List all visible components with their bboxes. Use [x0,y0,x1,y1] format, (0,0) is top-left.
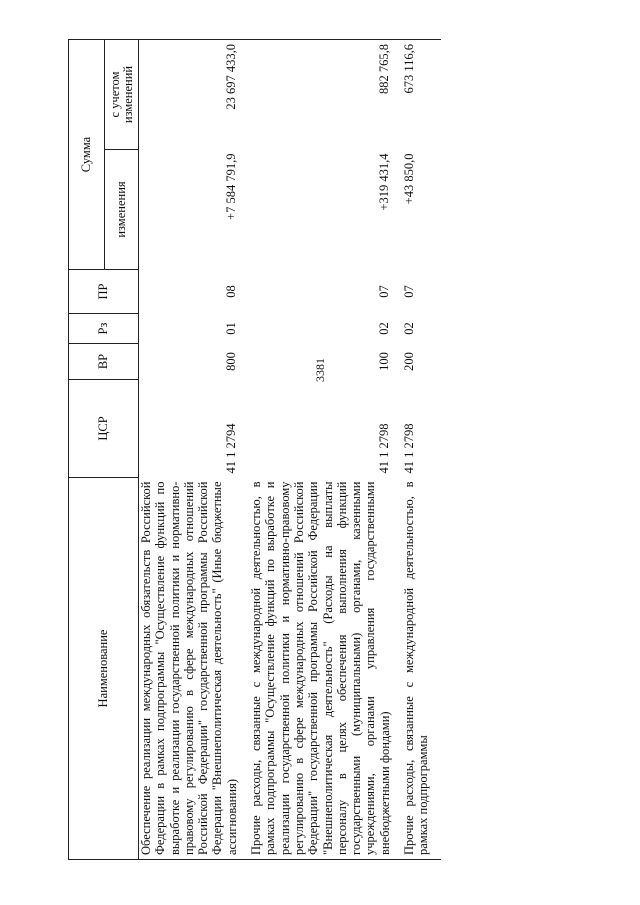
row-pr: 07 [377,285,392,298]
row-vr: 800 [224,352,239,371]
budget-table [68,39,441,860]
row-total: 673 116,6 [402,40,441,150]
table-row [249,40,402,860]
row-name: Прочие расходы, связанные с международной деятельностью, в рамках подпрограммы [402,478,441,860]
header-changes: изменения [105,150,139,270]
row-csr: 41 1 2798 [402,423,417,474]
row-pr: 08 [224,285,239,298]
header-name: Наименование [69,478,139,860]
row-vr: 200 [402,352,417,371]
row-rz: 01 [224,322,239,335]
row-total: 882 765,8 [249,40,402,150]
row-name: Прочие расходы, связанные с международной деятельностью, в рамках подпрограммы "Осуществление функций по выработке и реализации государственной политики и нормативно-правовому регулированию в сфере международных отношений Российской Федерации" государственной программы Российской Федерации "Внешнеполитическая деятельность" (Расходы на выплаты персоналу в целях обеспечения выполнения функций государственными (муниципальными) органами, казенными учреждениями, органами управления государственными внебюджетными фондами) [249,478,402,860]
row-name: Обеспечение реализации международных обязательств Российской Федерации в рамках подпрограммы "Осуществление функций по выработке и реализации государственной политики и нормативно-правовому регулированию в сфере международных отношений Российской Федерации" государственной программы Российской Федерации "Внешнеполитическая деятельность" (Иные бюджетные ассигнования) [139,478,250,860]
rotated-page [68,40,584,860]
row-rz: 02 [377,322,392,335]
row-csr: 41 1 2794 [224,423,239,474]
row-pr: 07 [402,285,417,298]
table-row [139,40,250,860]
row-csr: 41 1 2798 [377,423,392,474]
row-change: +7 584 791,9 [224,153,239,220]
header-rz: Рз [69,314,139,344]
row-vr: 100 [377,352,392,371]
row-total: 23 697 433,0 [139,40,250,150]
header-pr: ПР [69,270,139,314]
row-change: +319 431,4 [377,153,392,211]
header-sum: Сумма [69,40,105,270]
header-vr: ВР [69,344,139,380]
row-rz: 02 [402,322,417,335]
row-change: +43 850,0 [402,153,417,205]
table-row [402,40,441,860]
header-csr: ЦСР [69,380,139,478]
header-with-changes: с учетом изменений [105,40,139,150]
page-number: 3381 [313,358,327,382]
